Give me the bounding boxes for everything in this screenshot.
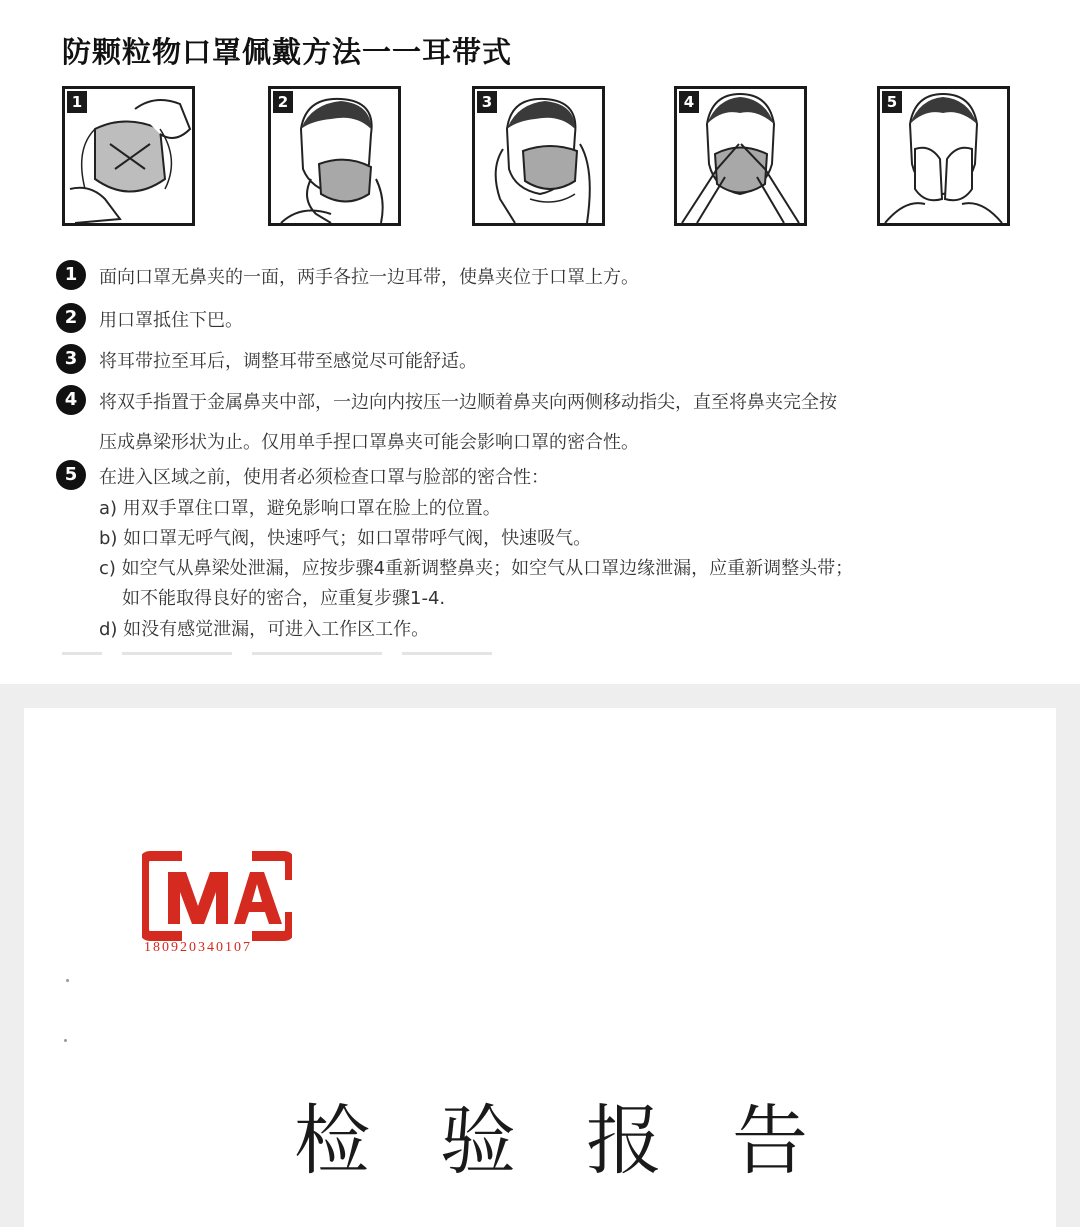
step-subitem-c-continued: 如不能取得良好的密合，应重复步骤1-4. [122,588,446,609]
page-title: 防颗粒物口罩佩戴方法一一耳带式 [62,35,513,69]
panel-number: 1 [67,91,87,113]
report-title-char: 告 [732,1096,808,1185]
report-title-char: 验 [440,1096,516,1185]
panel-number: 3 [477,91,497,113]
step-text: 将双手指置于金属鼻夹中部，一边向内按压一边顺着鼻夹向两侧移动指尖，直至将鼻夹完全按 [99,392,837,413]
step-subitem-b: b) 如口罩无呼气阀，快速呼气；如口罩带呼气阀，快速吸气。 [99,528,592,549]
report-title-char: 检 [294,1096,370,1185]
report-title-char: 报 [586,1096,662,1185]
panel-number: 2 [273,91,293,113]
step-number-badge: 2 [56,303,86,333]
panel-number: 5 [882,91,902,113]
scan-speck [66,979,69,982]
faded-text-remnant [62,652,502,658]
step-text: 在进入区域之前，使用者必须检查口罩与脸部的密合性： [99,467,549,488]
cma-certificate-number: 180920340107 [144,940,252,955]
step-number-badge: 4 [56,385,86,415]
illustration-strip [62,86,1022,228]
panel-number: 4 [679,91,699,113]
illustration-panel-3 [472,86,605,226]
scan-speck [64,1039,67,1042]
step-subitem-a: a) 用双手罩住口罩，避免影响口罩在脸上的位置。 [99,498,501,519]
step-text: 用口罩抵住下巴。 [99,310,243,331]
step-subitem-d: d) 如没有感觉泄漏，可进入工作区工作。 [99,619,430,640]
step-number-badge: 5 [56,460,86,490]
step-text: 面向口罩无鼻夹的一面，两手各拉一边耳带，使鼻夹位于口罩上方。 [99,267,639,288]
report-section [0,684,1080,1227]
cma-certification-logo [142,850,292,960]
illustration-panel-4 [674,86,807,226]
illustration-panel-1 [62,86,195,226]
step-number-badge: 1 [56,260,86,290]
step-text: 将耳带拉至耳后，调整耳带至感觉尽可能舒适。 [99,351,477,372]
illustration-panel-2 [268,86,401,226]
cma-logo-icon [142,850,292,942]
step-text-continued: 压成鼻梁形状为止。仅用单手捏口罩鼻夹可能会影响口罩的密合性。 [99,432,639,453]
report-title [294,1080,808,1189]
step-subitem-c: c) 如空气从鼻梁处泄漏，应按步骤4重新调整鼻夹；如空气从口罩边缘泄漏，应重新调整头带； [99,558,854,579]
illustration-panel-5 [877,86,1010,226]
inspection-report-page [24,708,1056,1227]
step-number-badge: 3 [56,344,86,374]
